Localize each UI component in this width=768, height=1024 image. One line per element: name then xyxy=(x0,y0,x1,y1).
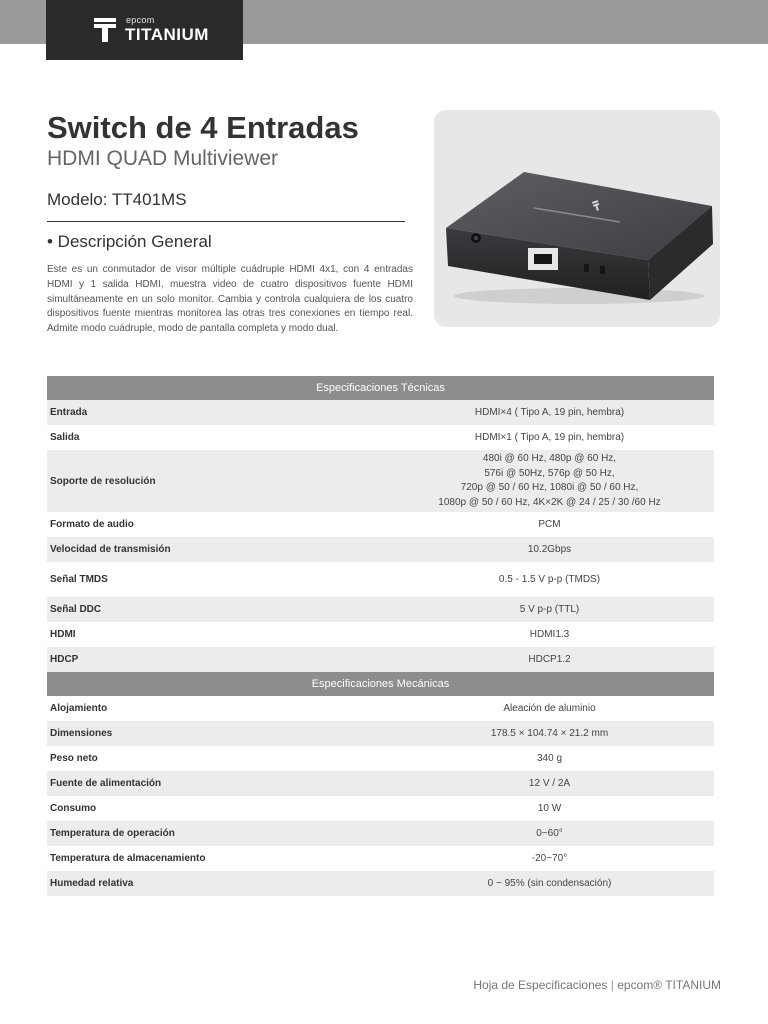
footer-separator: | xyxy=(610,978,614,992)
spec-value: HDMI×4 ( Tipo A, 19 pin, hembra) xyxy=(385,400,714,425)
table-row xyxy=(47,450,714,512)
table-row xyxy=(47,537,714,562)
spec-value: 10.2Gbps xyxy=(385,537,714,562)
spec-value: 0 ~ 95% (sin condensación) xyxy=(385,871,714,896)
page-footer xyxy=(473,978,721,992)
spec-label: Señal TMDS xyxy=(47,562,385,597)
table-row xyxy=(47,622,714,647)
spec-label: Alojamiento xyxy=(47,696,385,721)
table-row xyxy=(47,562,714,597)
spec-value: 12 V / 2A xyxy=(385,771,714,796)
table-row xyxy=(47,771,714,796)
spec-label: Velocidad de transmisión xyxy=(47,537,385,562)
brand-logo xyxy=(46,0,243,60)
page-subtitle: HDMI QUAD Multiviewer xyxy=(47,147,279,170)
spec-label: HDMI xyxy=(47,622,385,647)
overview-text: Este es un conmutador de visor múltiple cuádruple HDMI 4x1, con 4 entradas HDMI y 1 salida HDMI, muestra video de cuatro dispositivos fuente HDMI simultáneamente en un solo monitor. Cambia y controla cualquiera de los cuatro dispositivos fuente mientras monitorea las otras tres conexiones en tiempo real. Admite modo cuádruple, modo de pantalla completa y modo dual. xyxy=(47,264,413,335)
spec-label: Formato de audio xyxy=(47,512,385,537)
table-row xyxy=(47,721,714,746)
model-number: Modelo: TT401MS xyxy=(47,190,187,209)
spec-value: HDMI1.3 xyxy=(385,622,714,647)
spec-label: HDCP xyxy=(47,647,385,672)
spec-value: 10 W xyxy=(385,796,714,821)
table-row xyxy=(47,512,714,537)
resolution-line: 1080p @ 50 / 60 Hz, 4K×2K @ 24 / 25 / 30 /60 Hz xyxy=(438,496,661,508)
table-row xyxy=(47,871,714,896)
spec-value xyxy=(385,450,714,512)
spec-label: Señal DDC xyxy=(47,597,385,622)
spec-value: 5 V p-p (TTL) xyxy=(385,597,714,622)
spec-value: 340 g xyxy=(385,746,714,771)
table-row xyxy=(47,821,714,846)
technical-specs-header xyxy=(47,376,714,400)
spec-label: Temperatura de almacenamiento xyxy=(47,846,385,871)
product-image xyxy=(434,110,720,327)
spec-label: Humedad relativa xyxy=(47,871,385,896)
resolution-line: 720p @ 50 / 60 Hz, 1080i @ 50 / 60 Hz, xyxy=(460,482,639,493)
spec-label: Entrada xyxy=(47,400,385,425)
table-row xyxy=(47,647,714,672)
titanium-t-icon xyxy=(94,18,116,42)
resolution-line: 576i @ 50Hz, 576p @ 50 Hz, xyxy=(484,467,615,479)
footer-brand: epcom® TITANIUM xyxy=(617,978,721,992)
table-row xyxy=(47,746,714,771)
spec-value: 0.5 - 1.5 V p-p (TMDS) xyxy=(385,562,714,597)
footer-doc-type: Hoja de Especificaciones xyxy=(473,978,608,992)
resolution-line: 480i @ 60 Hz, 480p @ 60 Hz, xyxy=(482,453,617,464)
mechanical-specs-header xyxy=(47,672,714,696)
technical-specs-title: Especificaciones Técnicas xyxy=(47,376,714,400)
overview-heading: • Descripción General xyxy=(47,232,212,251)
table-row xyxy=(47,400,714,425)
table-row xyxy=(47,425,714,450)
mechanical-specs-title: Especificaciones Mecánicas xyxy=(47,672,714,696)
spec-value: Aleación de aluminio xyxy=(385,696,714,721)
spec-value: 178.5 × 104.74 × 21.2 mm xyxy=(385,721,714,746)
spec-label: Fuente de alimentación xyxy=(47,771,385,796)
spec-value: HDMI×1 ( Tipo A, 19 pin, hembra) xyxy=(385,425,714,450)
spec-label: Dimensiones xyxy=(47,721,385,746)
spec-label: Soporte de resolución xyxy=(47,450,385,512)
table-row xyxy=(47,846,714,871)
logo-epcom-text: epcom xyxy=(126,15,155,25)
hdmi-switch-device-image xyxy=(434,110,720,327)
spec-value: 0~60° xyxy=(385,821,714,846)
spec-value: PCM xyxy=(385,512,714,537)
table-row xyxy=(47,597,714,622)
divider xyxy=(47,221,405,222)
spec-value: -20~70° xyxy=(385,846,714,871)
spec-label: Salida xyxy=(47,425,385,450)
table-row xyxy=(47,796,714,821)
page-title: Switch de 4 Entradas xyxy=(47,110,359,145)
specifications-table xyxy=(47,376,714,896)
spec-value: HDCP1.2 xyxy=(385,647,714,672)
logo-titanium-text: TITANIUM xyxy=(125,25,209,44)
spec-label: Consumo xyxy=(47,796,385,821)
spec-label: Peso neto xyxy=(47,746,385,771)
spec-label: Temperatura de operación xyxy=(47,821,385,846)
table-row xyxy=(47,696,714,721)
